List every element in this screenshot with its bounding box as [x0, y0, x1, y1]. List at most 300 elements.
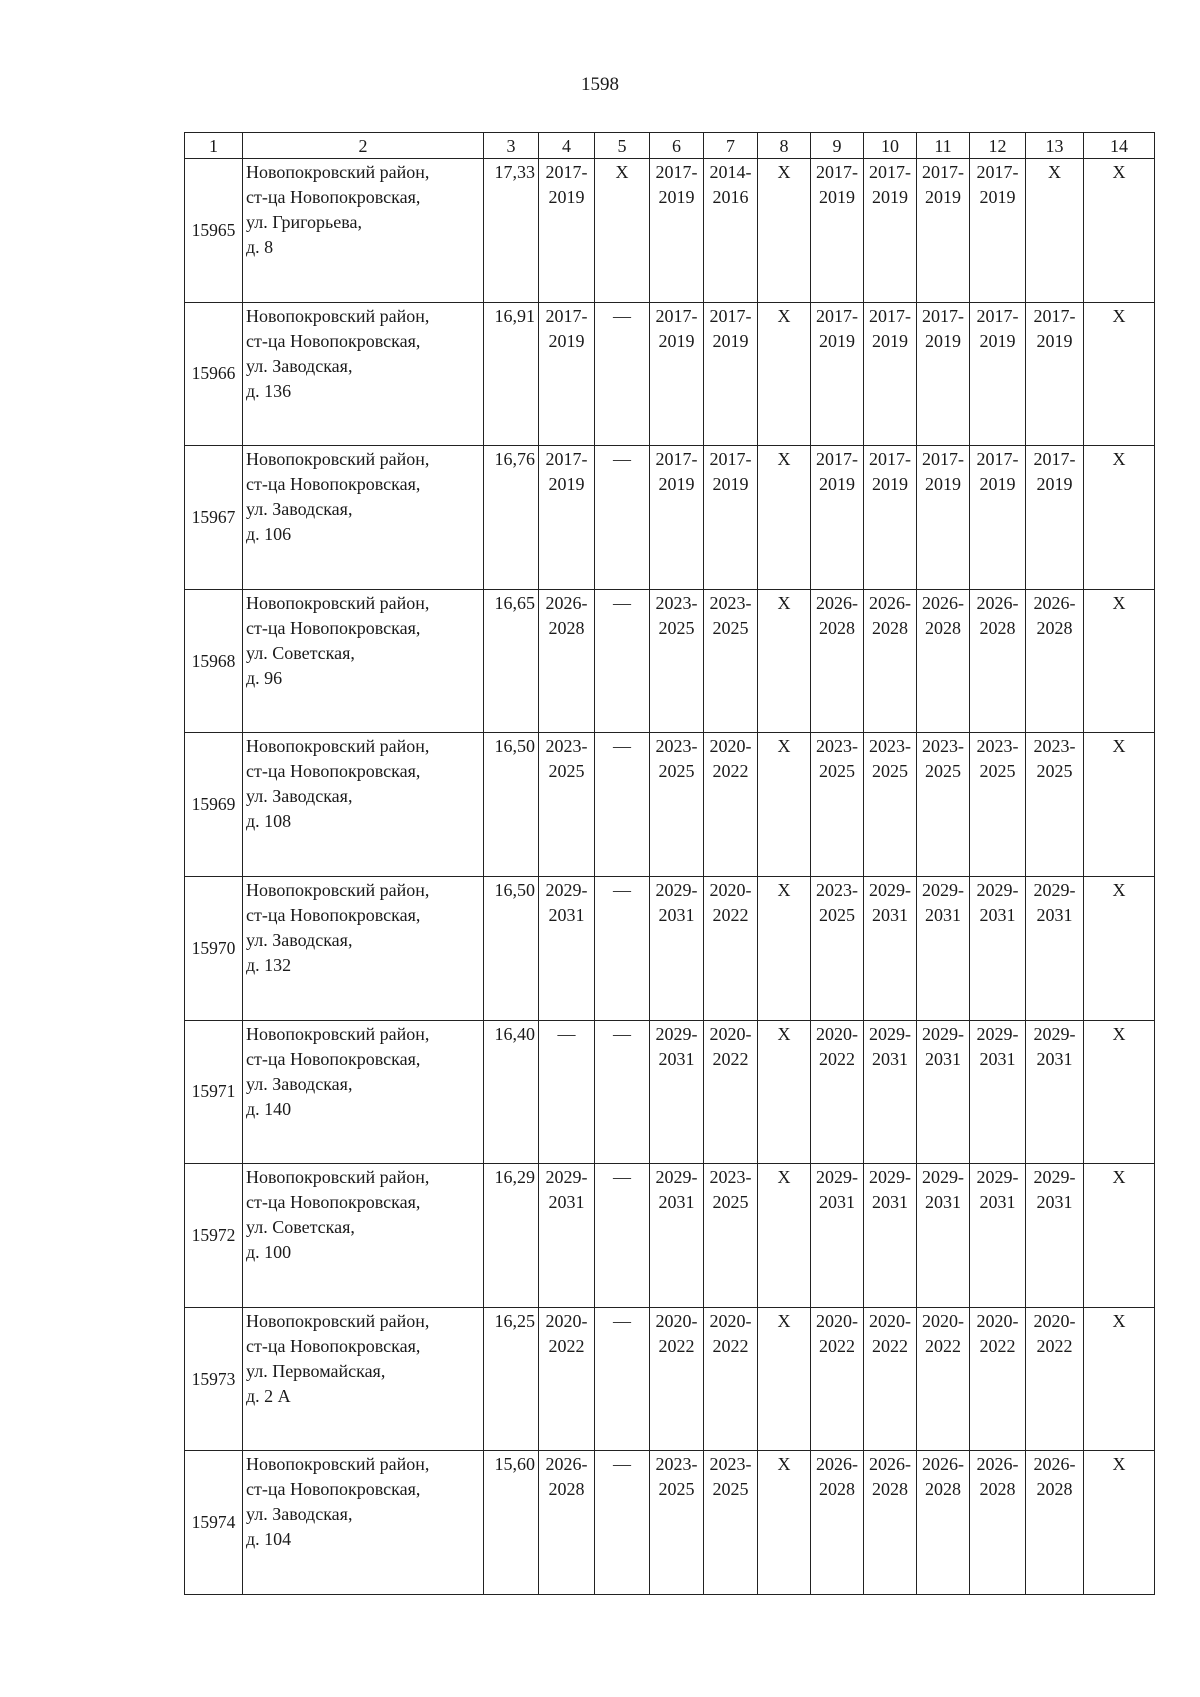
period-text: 2029-	[655, 879, 698, 900]
column-header-4: 4	[539, 133, 595, 159]
period-text: 2029-	[922, 879, 964, 900]
period-text: 2022	[979, 1335, 1016, 1356]
period-cell-col-9	[811, 159, 864, 303]
address-line: ст-ца Новопокровская,	[246, 330, 421, 351]
period-text: 2031	[979, 1048, 1016, 1069]
period-cell-col-5	[595, 1164, 650, 1308]
column-header-6: 6	[650, 133, 704, 159]
period-cell-col-14	[1084, 302, 1155, 446]
period-text: 2023-	[869, 736, 911, 757]
address-cell	[243, 1020, 484, 1164]
address-cell	[243, 1451, 484, 1595]
period-text: 2029-	[1033, 879, 1076, 900]
area-value: 16,40	[484, 1020, 539, 1164]
period-text: X	[1112, 305, 1126, 326]
period-text: 2031	[925, 904, 961, 925]
period-cell-col-4	[539, 446, 595, 590]
period-text: 2020-	[922, 1310, 964, 1331]
period-text: X	[1112, 736, 1126, 757]
period-text: 2019	[819, 330, 855, 351]
address-line: Новопокровский район,	[246, 592, 430, 613]
register-table	[184, 132, 1155, 1595]
period-text: 2017-	[869, 305, 911, 326]
table-row	[185, 159, 1155, 303]
period-text: 2025	[548, 761, 585, 782]
period-cell-col-6	[650, 1307, 704, 1451]
period-text: 2026-	[545, 592, 588, 613]
address-line: ст-ца Новопокровская,	[246, 474, 421, 495]
period-text: 2019	[872, 187, 908, 207]
period-text: 2022	[712, 904, 749, 925]
column-header-12: 12	[970, 133, 1026, 159]
period-text: X	[777, 1167, 791, 1188]
period-cell-col-4	[539, 1020, 595, 1164]
period-cell-col-6	[650, 1020, 704, 1164]
period-cell-col-5	[595, 589, 650, 733]
period-text: 2020-	[709, 1023, 752, 1044]
period-cell-col-9	[811, 1451, 864, 1595]
address-line: д. 136	[246, 380, 292, 401]
period-cell-col-7	[704, 1164, 758, 1308]
period-text: 2019	[819, 474, 855, 495]
period-text: X	[777, 736, 791, 757]
address-line: ул. Заводская,	[246, 786, 353, 807]
period-text: 2029-	[816, 1167, 858, 1188]
record-number: 15971	[185, 1020, 243, 1164]
period-cell-col-8	[758, 1451, 811, 1595]
period-cell-col-6	[650, 1164, 704, 1308]
period-cell-col-8	[758, 1020, 811, 1164]
period-cell-col-11	[917, 876, 970, 1020]
period-cell-col-10	[864, 1164, 917, 1308]
period-text: 2023-	[545, 736, 588, 757]
address-line: Новопокровский район,	[246, 1023, 430, 1044]
address-line: Новопокровский район,	[246, 1454, 430, 1475]
period-text: 2022	[712, 1335, 749, 1356]
period-text: 2031	[872, 1048, 908, 1069]
period-cell-col-7	[704, 1307, 758, 1451]
period-text: 2025	[658, 761, 695, 782]
period-text: 2028	[979, 617, 1016, 638]
period-cell-col-6	[650, 733, 704, 877]
period-text: 2029-	[655, 1167, 698, 1188]
period-text: 2019	[712, 474, 749, 495]
address-line: Новопокровский район,	[246, 162, 430, 182]
period-cell-col-8	[758, 876, 811, 1020]
period-text: 2017-	[922, 449, 964, 470]
address-cell	[243, 446, 484, 590]
period-text: 2023-	[709, 592, 752, 613]
address-line: д. 140	[246, 1098, 292, 1119]
period-cell-col-9	[811, 733, 864, 877]
period-text: 2020-	[545, 1310, 588, 1331]
period-text: —	[613, 1310, 631, 1331]
period-text: 2026-	[1033, 1454, 1076, 1475]
period-text: 2031	[872, 904, 908, 925]
period-text: 2016	[712, 187, 749, 207]
period-text: 2028	[979, 1479, 1016, 1500]
address-line: Новопокровский район,	[246, 1310, 430, 1331]
column-header-2: 2	[243, 133, 484, 159]
period-text: 2029-	[976, 1167, 1019, 1188]
period-text: 2029-	[976, 1023, 1019, 1044]
address-line: д. 8	[246, 237, 274, 257]
record-number: 15973	[185, 1307, 243, 1451]
address-cell	[243, 876, 484, 1020]
period-text: 2017-	[1033, 449, 1076, 470]
period-cell-col-13	[1026, 446, 1084, 590]
period-text: 2017-	[545, 305, 588, 326]
period-cell-col-8	[758, 302, 811, 446]
period-cell-col-10	[864, 302, 917, 446]
period-cell-col-6	[650, 302, 704, 446]
period-text: 2017-	[655, 162, 698, 182]
period-text: X	[777, 592, 791, 613]
period-cell-col-9	[811, 589, 864, 733]
period-text: 2029-	[922, 1167, 964, 1188]
address-line: д. 106	[246, 524, 292, 545]
address-cell	[243, 589, 484, 733]
period-text: 2017-	[816, 305, 858, 326]
period-text: 2017-	[545, 162, 588, 182]
period-cell-col-12	[970, 302, 1026, 446]
period-text: 2029-	[976, 879, 1019, 900]
period-text: 2025	[658, 617, 695, 638]
period-text: 2019	[712, 330, 749, 351]
period-text: 2025	[925, 761, 961, 782]
period-text: 2031	[1036, 904, 1073, 925]
period-cell-col-4	[539, 733, 595, 877]
period-cell-col-11	[917, 159, 970, 303]
period-text: 2023-	[655, 1454, 698, 1475]
period-text: 2017-	[816, 162, 858, 182]
address-cell	[243, 302, 484, 446]
table-row	[185, 876, 1155, 1020]
period-text: 2029-	[869, 879, 911, 900]
period-text: 2020-	[1033, 1310, 1076, 1331]
period-text: 2020-	[709, 1310, 752, 1331]
period-text: 2020-	[709, 736, 752, 757]
period-cell-col-9	[811, 302, 864, 446]
period-text: 2026-	[1033, 592, 1076, 613]
period-text: —	[613, 592, 631, 613]
period-cell-col-8	[758, 446, 811, 590]
period-text: 2017-	[976, 305, 1019, 326]
period-text: 2020-	[976, 1310, 1019, 1331]
period-cell-col-11	[917, 1451, 970, 1595]
period-text: 2025	[1036, 761, 1073, 782]
address-line: д. 2 А	[246, 1385, 291, 1406]
period-text: 2028	[1036, 1479, 1073, 1500]
period-text: 2029-	[655, 1023, 698, 1044]
period-text: 2023-	[922, 736, 964, 757]
period-text: 2017-	[545, 449, 588, 470]
column-header-5: 5	[595, 133, 650, 159]
period-text: 2029-	[869, 1167, 911, 1188]
period-cell-col-13	[1026, 733, 1084, 877]
period-text: X	[777, 1310, 791, 1331]
record-number: 15965	[185, 159, 243, 303]
period-text: 2028	[548, 617, 585, 638]
record-number: 15966	[185, 302, 243, 446]
period-text: 2026-	[976, 1454, 1019, 1475]
period-text: 2019	[658, 187, 695, 207]
period-text: 2023-	[976, 736, 1019, 757]
period-cell-col-11	[917, 1020, 970, 1164]
address-line: ст-ца Новопокровская,	[246, 904, 421, 925]
address-line: ул. Заводская,	[246, 499, 353, 520]
column-header-10: 10	[864, 133, 917, 159]
area-value: 16,65	[484, 589, 539, 733]
period-text: 2019	[872, 330, 908, 351]
period-text: 2025	[819, 904, 855, 925]
period-cell-col-12	[970, 733, 1026, 877]
period-text: 2020-	[816, 1310, 858, 1331]
period-text: X	[777, 1454, 791, 1475]
period-text: 2028	[872, 617, 908, 638]
period-text: 2022	[872, 1335, 908, 1356]
period-cell-col-14	[1084, 876, 1155, 1020]
period-text: 2017-	[816, 449, 858, 470]
period-cell-col-5	[595, 302, 650, 446]
table-header	[185, 133, 1155, 159]
period-cell-col-4	[539, 1307, 595, 1451]
period-text: 2023-	[655, 592, 698, 613]
period-cell-col-6	[650, 589, 704, 733]
period-cell-col-11	[917, 1164, 970, 1308]
period-text: 2031	[925, 1192, 961, 1213]
period-cell-col-14	[1084, 1451, 1155, 1595]
period-text: 2028	[819, 1479, 855, 1500]
period-text: 2019	[658, 474, 695, 495]
period-cell-col-12	[970, 159, 1026, 303]
period-cell-col-4	[539, 159, 595, 303]
table-row	[185, 1164, 1155, 1308]
address-line: ст-ца Новопокровская,	[246, 187, 421, 207]
period-cell-col-10	[864, 589, 917, 733]
table-row	[185, 733, 1155, 877]
period-text: X	[777, 1023, 791, 1044]
period-text: 2023-	[655, 736, 698, 757]
column-header-9: 9	[811, 133, 864, 159]
area-value: 16,29	[484, 1164, 539, 1308]
period-cell-col-13	[1026, 589, 1084, 733]
area-value: 16,25	[484, 1307, 539, 1451]
table-row	[185, 589, 1155, 733]
period-cell-col-10	[864, 1451, 917, 1595]
address-line: ул. Советская,	[246, 1217, 355, 1238]
period-text: 2019	[979, 474, 1016, 495]
address-cell	[243, 159, 484, 303]
period-text: 2017-	[976, 162, 1019, 182]
period-cell-col-4	[539, 1164, 595, 1308]
period-text: 2025	[712, 1479, 749, 1500]
period-text: 2026-	[922, 592, 964, 613]
period-text: 2019	[872, 474, 908, 495]
period-cell-col-6	[650, 1451, 704, 1595]
period-text: 2029-	[545, 879, 588, 900]
period-text: X	[1112, 1454, 1126, 1475]
period-text: 2031	[1036, 1048, 1073, 1069]
period-cell-col-11	[917, 733, 970, 877]
period-text: —	[557, 1023, 576, 1044]
address-line: ул. Первомайская,	[246, 1360, 386, 1381]
address-line: ул. Заводская,	[246, 929, 353, 950]
period-cell-col-10	[864, 1020, 917, 1164]
period-text: 2028	[925, 617, 961, 638]
period-text: 2017-	[655, 305, 698, 326]
period-cell-col-7	[704, 1020, 758, 1164]
header-row	[185, 133, 1155, 159]
period-cell-col-10	[864, 733, 917, 877]
address-line: ул. Советская,	[246, 642, 355, 663]
period-text: 2022	[658, 1335, 695, 1356]
period-text: 2022	[819, 1335, 855, 1356]
period-cell-col-14	[1084, 159, 1155, 303]
area-value: 16,50	[484, 733, 539, 877]
address-line: Новопокровский район,	[246, 449, 430, 470]
period-text: X	[1112, 592, 1126, 613]
period-text: 2023-	[709, 1167, 752, 1188]
address-cell	[243, 1164, 484, 1308]
period-text: X	[1112, 1167, 1126, 1188]
address-line: д. 132	[246, 954, 292, 975]
address-cell	[243, 1307, 484, 1451]
period-text: 2031	[548, 1192, 585, 1213]
period-text: 2031	[979, 1192, 1016, 1213]
period-text: 2028	[872, 1479, 908, 1500]
period-cell-col-4	[539, 1451, 595, 1595]
period-text: 2023-	[1033, 736, 1076, 757]
period-cell-col-13	[1026, 1020, 1084, 1164]
period-text: 2019	[1036, 330, 1073, 351]
period-cell-col-12	[970, 589, 1026, 733]
period-cell-col-9	[811, 446, 864, 590]
period-text: 2026-	[976, 592, 1019, 613]
period-text: 2017-	[709, 305, 752, 326]
period-cell-col-9	[811, 1164, 864, 1308]
period-text: 2022	[819, 1048, 855, 1069]
area-value: 15,60	[484, 1451, 539, 1595]
address-line: ст-ца Новопокровская,	[246, 1192, 421, 1213]
period-text: X	[1112, 1310, 1126, 1331]
period-cell-col-13	[1026, 1451, 1084, 1595]
period-text: 2019	[925, 474, 961, 495]
period-text: —	[613, 1454, 631, 1475]
table-row	[185, 1307, 1155, 1451]
period-text: X	[1112, 1023, 1126, 1044]
period-cell-col-8	[758, 733, 811, 877]
period-text: 2031	[658, 904, 695, 925]
period-cell-col-5	[595, 1020, 650, 1164]
period-text: 2029-	[545, 1167, 588, 1188]
period-text: 2019	[819, 187, 855, 207]
period-cell-col-14	[1084, 1307, 1155, 1451]
area-value: 16,50	[484, 876, 539, 1020]
period-cell-col-4	[539, 589, 595, 733]
period-text: X	[1048, 162, 1061, 182]
period-text: 2029-	[922, 1023, 964, 1044]
period-cell-col-5	[595, 876, 650, 1020]
period-cell-col-4	[539, 876, 595, 1020]
period-text: 2017-	[869, 162, 911, 182]
period-text: 2020-	[869, 1310, 911, 1331]
column-header-11: 11	[917, 133, 970, 159]
period-cell-col-7	[704, 589, 758, 733]
period-text: 2017-	[1033, 305, 1076, 326]
period-cell-col-10	[864, 159, 917, 303]
period-text: 2029-	[1033, 1167, 1076, 1188]
address-line: ст-ца Новопокровская,	[246, 1335, 421, 1356]
period-text: X	[615, 162, 629, 182]
period-text: 2022	[1036, 1335, 1073, 1356]
table-body	[185, 159, 1155, 1595]
period-text: 2022	[712, 1048, 749, 1069]
record-number: 15970	[185, 876, 243, 1020]
period-text: —	[613, 449, 631, 470]
period-text: 2017-	[976, 449, 1019, 470]
period-text: 2025	[658, 1479, 695, 1500]
period-cell-col-11	[917, 589, 970, 733]
period-cell-col-14	[1084, 446, 1155, 590]
period-cell-col-14	[1084, 589, 1155, 733]
period-text: 2026-	[816, 592, 858, 613]
period-text: 2031	[658, 1192, 695, 1213]
period-text: X	[777, 162, 791, 182]
period-text: 2019	[548, 330, 585, 351]
address-line: ул. Заводская,	[246, 355, 353, 376]
period-text: X	[777, 879, 791, 900]
period-cell-col-7	[704, 446, 758, 590]
period-text: 2019	[658, 330, 695, 351]
period-cell-col-6	[650, 446, 704, 590]
period-cell-col-12	[970, 876, 1026, 1020]
period-text: —	[613, 736, 631, 757]
area-value: 16,76	[484, 446, 539, 590]
period-cell-col-7	[704, 159, 758, 303]
record-number: 15972	[185, 1164, 243, 1308]
period-cell-col-13	[1026, 302, 1084, 446]
period-cell-col-9	[811, 876, 864, 1020]
period-text: 2017-	[869, 449, 911, 470]
period-text: 2017-	[655, 449, 698, 470]
address-line: д. 96	[246, 667, 283, 688]
period-text: 2031	[979, 904, 1016, 925]
period-text: —	[613, 305, 631, 326]
period-text: 2028	[548, 1479, 585, 1500]
period-text: —	[613, 879, 631, 900]
period-text: 2029-	[869, 1023, 911, 1044]
period-text: 2019	[979, 187, 1016, 207]
period-text: 2025	[979, 761, 1016, 782]
period-text: 2019	[925, 187, 961, 207]
period-cell-col-14	[1084, 733, 1155, 877]
period-text: X	[777, 305, 791, 326]
period-text: 2026-	[545, 1454, 588, 1475]
period-cell-col-10	[864, 876, 917, 1020]
period-cell-col-12	[970, 1020, 1026, 1164]
period-cell-col-13	[1026, 1164, 1084, 1308]
address-line: ст-ца Новопокровская,	[246, 617, 421, 638]
period-cell-col-7	[704, 733, 758, 877]
period-cell-col-12	[970, 1307, 1026, 1451]
period-text: 2031	[819, 1192, 855, 1213]
period-cell-col-5	[595, 1307, 650, 1451]
period-cell-col-12	[970, 1164, 1026, 1308]
period-cell-col-13	[1026, 1307, 1084, 1451]
period-cell-col-4	[539, 302, 595, 446]
address-line: д. 100	[246, 1242, 292, 1263]
